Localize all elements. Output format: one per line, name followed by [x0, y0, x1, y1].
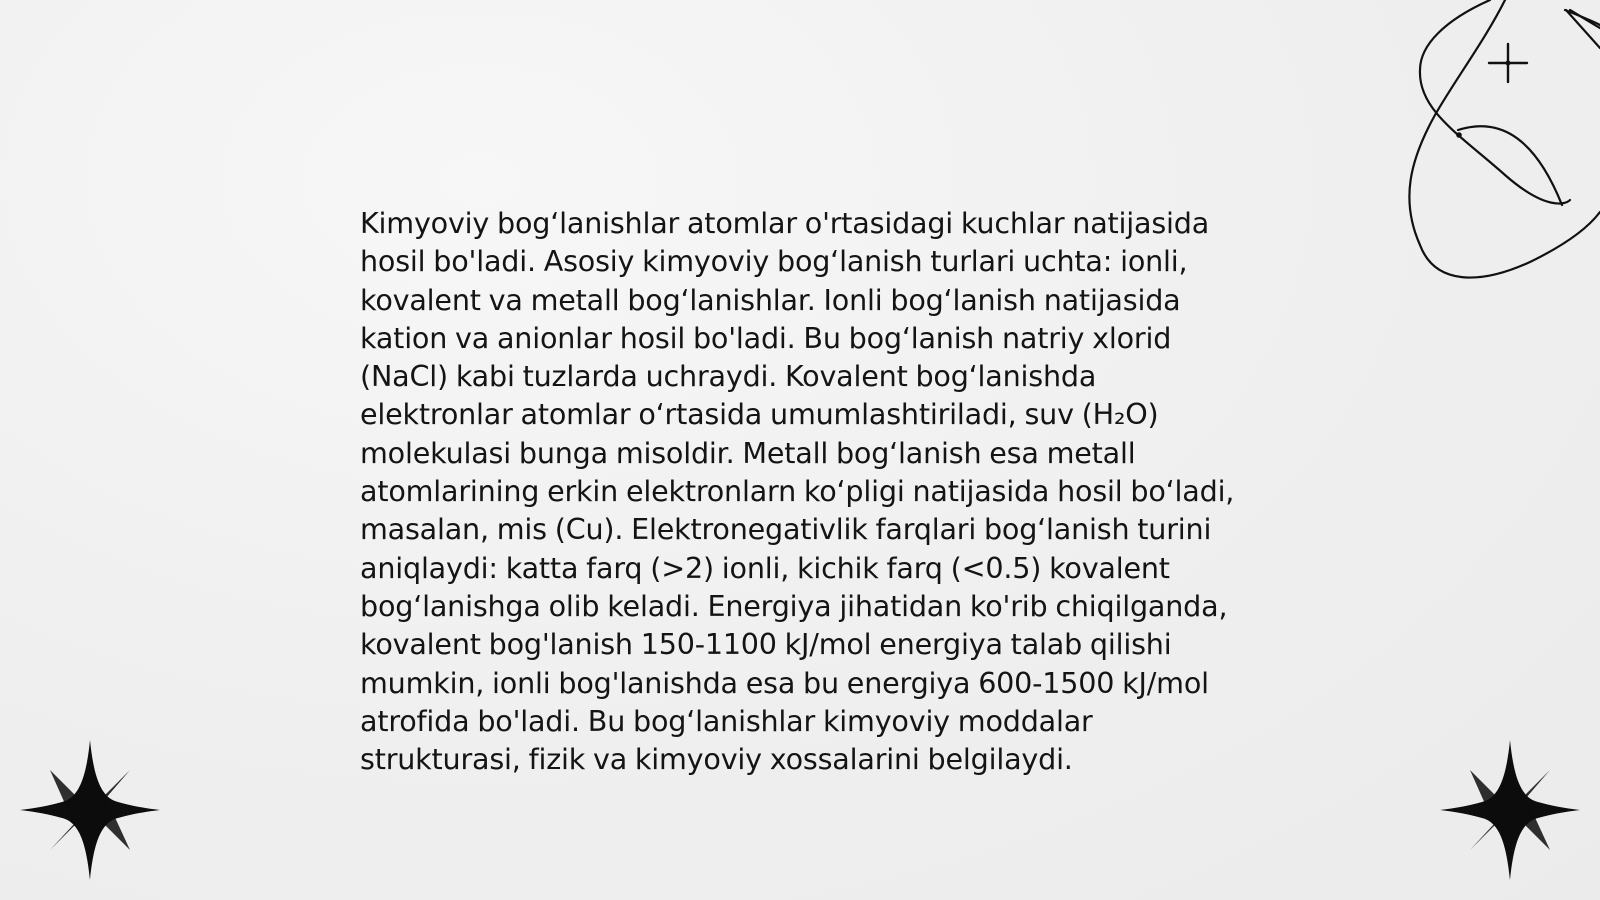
- four-point-star-icon: [1440, 740, 1580, 880]
- four-point-star-icon: [20, 740, 160, 880]
- orbit-line-icon: [1340, 0, 1600, 300]
- main-paragraph: [360, 204, 1240, 778]
- paragraph-text: Kimyoviy bog‘lanishlar atomlar o'rtasidagi kuchlar natijasida hosil bo'ladi. Asosiy kimyoviy bog‘lanish turlari uchta: ionli, kovalent va metall bog‘lanishlar. Ionli bog‘lanish natijasida kation va anionlar hosil bo'ladi. Bu bog‘lanish natriy xlorid (NaCl) kabi tuzlarda uchraydi. Kovalent bog‘lanishda elektronlar atomlar o‘rtasida umumlashtiriladi, suv (H₂O) molekulasi bunga misoldir. Metall bog‘lanish esa metall atomlarining erkin elektronlarn ko‘pligi natijasida hosil bo‘ladi, masalan, mis (Cu). Elektronegativlik farqlari bog‘lanish turini aniqlaydi: katta farq (>2) ionli, kichik farq (<0.5) kovalent bog‘lanishga olib keladi. Energiya jihatidan ko'rib chiqilganda, kovalent bog'lanish 150-1100 kJ/mol energiya talab qilishi mumkin, ionli bog'lanishda esa bu energiya 600-1500 kJ/mol atrofida bo'ladi. Bu bog‘lanishlar kimyoviy moddalar strukturasi, fizik va kimyoviy xossalarini belgilaydi.: [360, 206, 1235, 777]
